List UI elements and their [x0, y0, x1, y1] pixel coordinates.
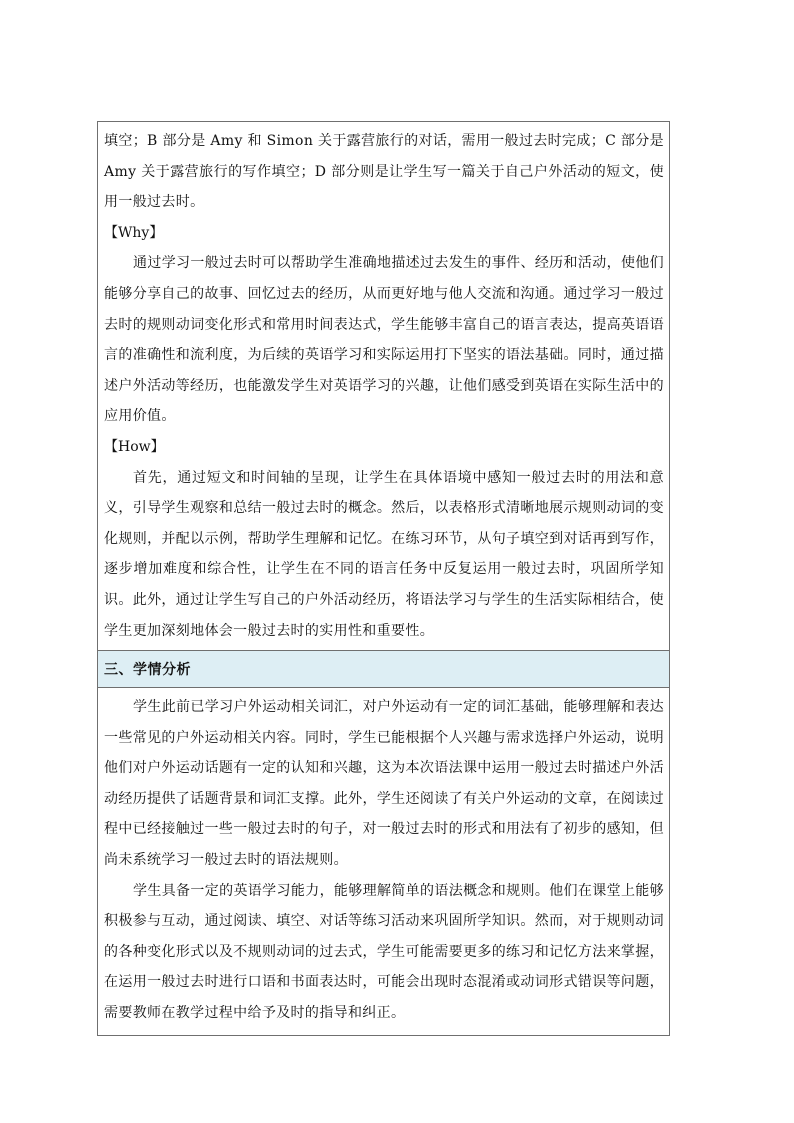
analysis-paragraph-1: 学生此前已学习户外运动相关词汇，对户外运动有一定的词汇基础，能够理解和表达一些常见的户外运动相关内容。同时，学生已能根据个人兴趣与需求选择户外运动，说明他们对户外运动话题有一定的认知和兴趣，这为本次语法课中运用一般过去时描述户外活动经历提供了话题背景和词汇支撑。此外，学生还阅读了有关户外运动的文章，在阅读过程中已经接触过一些一般过去时的句子，对一般过去时的形式和用法有了初步的感知，但尚未系统学习一般过去时的语法规则。 [104, 699, 664, 869]
why-paragraph: 通过学习一般过去时可以帮助学生准确地描述过去发生的事件、经历和活动，使他们能够分享自己的故事、回忆过去的经历，从而更好地与他人交流和沟通。通过学习一般过去时的规则动词变化形式和常用时间表达式，学生能够丰富自己的语言表达，提高英语语言的准确性和流利度，为后续的英语学习和实际运用打下坚实的语法基础。同时，通过描述户外活动等经历，也能激发学生对英语学习的兴趣，让他们感受到英语在实际生活中的应用价值。 [104, 255, 664, 425]
lesson-plan-table [97, 121, 670, 1036]
intro-paragraph: 填空；B 部分是 Amy 和 Simon 关于露营旅行的对话，需用一般过去时完成；C 部分是 Amy 关于露营旅行的写作填空；D 部分则是让学生写一篇关于自己户外活动的短文，使用一般过去时。 [104, 133, 664, 211]
student-analysis-cell [98, 687, 669, 1035]
section-title: 三、学情分析 [104, 662, 191, 679]
why-heading: 【Why】 [104, 224, 164, 241]
how-paragraph: 首先，通过短文和时间轴的呈现，让学生在具体语境中感知一般过去时的用法和意义，引导学生观察和总结一般过去时的概念。然后，以表格形式清晰地展示规则动词的变化规则，并配以示例，帮助学生理解和记忆。在练习环节，从句子填空到对话再到写作，逐步增加难度和综合性，让学生在不同的语言任务中反复运用一般过去时，巩固所学知识。此外，通过让学生写自己的户外活动经历，将语法学习与学生的生活实际相结合，使学生更加深刻地体会一般过去时的实用性和重要性。 [104, 469, 664, 639]
content-analysis-cell [98, 122, 669, 650]
analysis-paragraph-2: 学生具备一定的英语学习能力，能够理解简单的语法概念和规则。他们在课堂上能够积极参与互动，通过阅读、填空、对话等练习活动来巩固所学知识。然而，对于规则动词的各种变化形式以及不规则动词的过去式，学生可能需要更多的练习和记忆方法来掌握，在运用一般过去时进行口语和书面表达时，可能会出现时态混淆或动词形式错误等问题，需要教师在教学过程中给予及时的指导和纠正。 [104, 882, 664, 1022]
student-analysis-header [98, 650, 669, 687]
how-heading: 【How】 [104, 438, 165, 455]
